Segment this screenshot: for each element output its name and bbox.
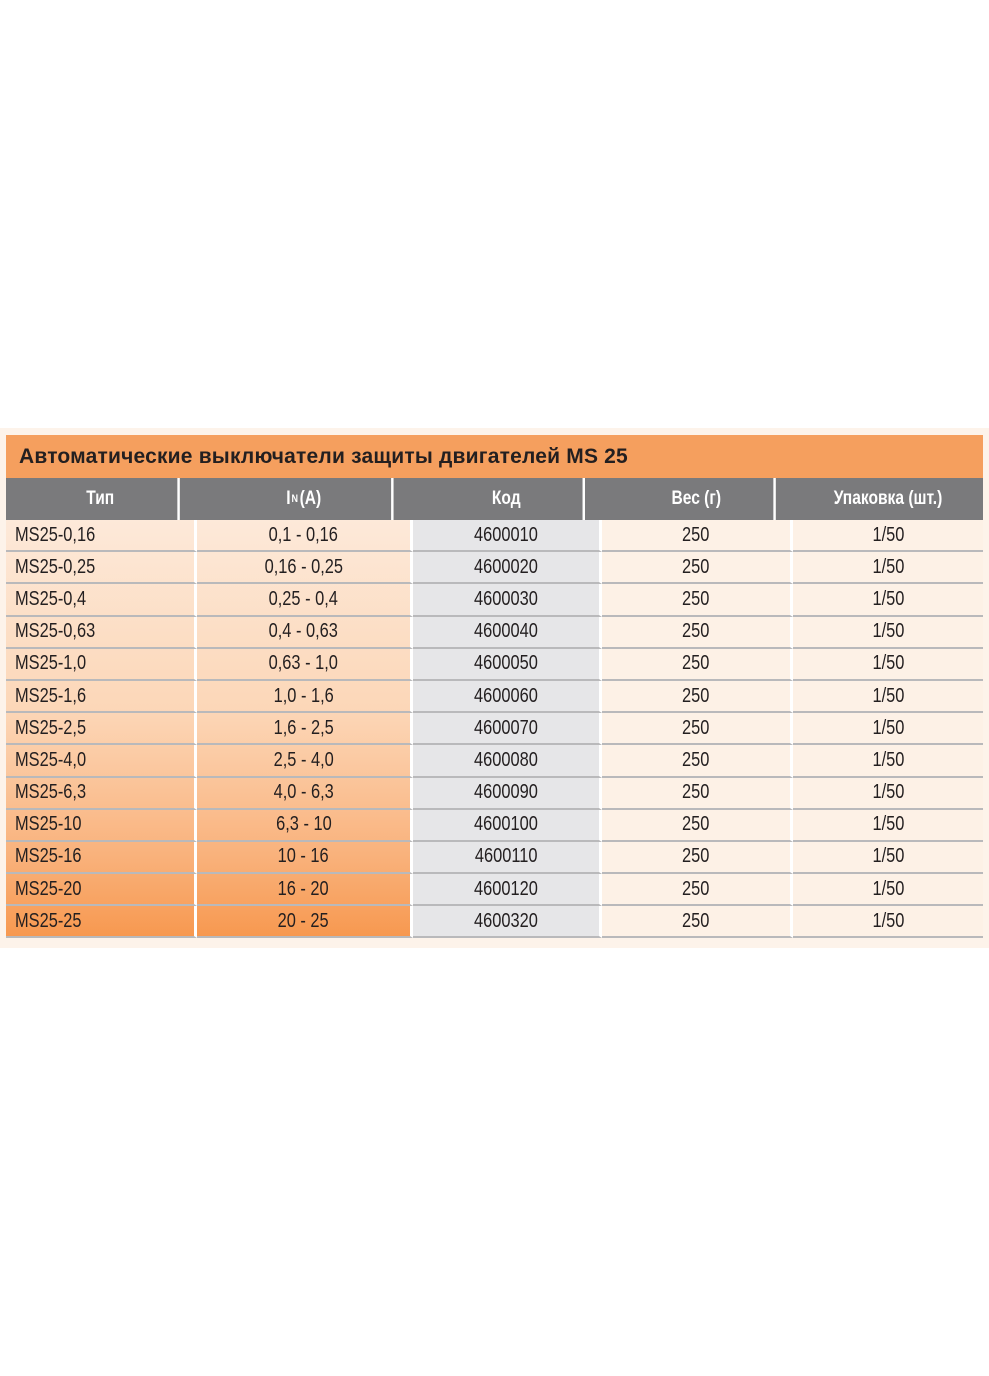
cell-current-range-text: 4,0 - 6,3 xyxy=(273,781,334,804)
table-row xyxy=(6,713,983,745)
cell-current-range xyxy=(197,552,413,584)
table-row xyxy=(6,681,983,713)
cell-weight xyxy=(602,874,793,906)
cell-current-range xyxy=(197,649,413,681)
cell-code-text: 4600010 xyxy=(474,523,538,546)
cell-type-text: MS25-16 xyxy=(15,845,82,868)
cell-code xyxy=(413,584,602,616)
table-body xyxy=(6,520,983,938)
cell-type xyxy=(6,649,197,681)
cell-type-text: MS25-25 xyxy=(15,909,82,932)
cell-weight xyxy=(602,778,793,810)
cell-weight-text: 250 xyxy=(682,652,710,675)
cell-package xyxy=(793,842,983,874)
cell-weight xyxy=(602,713,793,745)
cell-current-range-text: 1,6 - 2,5 xyxy=(273,716,334,739)
cell-type xyxy=(6,906,197,938)
cell-weight-text: 250 xyxy=(682,845,710,868)
cell-package xyxy=(793,745,983,777)
cell-type-text: MS25-0,16 xyxy=(15,523,96,546)
cell-weight xyxy=(602,745,793,777)
cell-type xyxy=(6,778,197,810)
header-current: I N (A) xyxy=(216,478,393,520)
cell-current-range-text: 0,25 - 0,4 xyxy=(268,587,339,610)
cell-current-range xyxy=(197,745,413,777)
cell-package xyxy=(793,874,983,906)
cell-current-range xyxy=(197,520,413,552)
cell-current-range xyxy=(197,681,413,713)
table-row xyxy=(6,552,983,584)
cell-type xyxy=(6,681,197,713)
cell-code xyxy=(413,906,602,938)
table-row xyxy=(6,810,983,842)
table-row xyxy=(6,874,983,906)
cell-code-text: 4600020 xyxy=(474,555,538,578)
cell-current-range xyxy=(197,778,413,810)
cell-code xyxy=(413,713,602,745)
cell-type-text: MS25-1,6 xyxy=(15,684,87,707)
header-weight: Вес (г) xyxy=(619,478,776,520)
cell-code xyxy=(413,520,602,552)
cell-weight-text: 250 xyxy=(682,684,710,707)
cell-package-text: 1/50 xyxy=(872,523,904,546)
cell-type xyxy=(6,713,197,745)
cell-code xyxy=(413,552,602,584)
cell-weight xyxy=(602,906,793,938)
cell-code xyxy=(413,842,602,874)
cell-code xyxy=(413,649,602,681)
cell-weight xyxy=(602,810,793,842)
cell-package xyxy=(793,520,983,552)
cell-code xyxy=(413,617,602,649)
cell-package-text: 1/50 xyxy=(872,716,904,739)
header-type: Тип xyxy=(23,478,180,520)
cell-current-range xyxy=(197,584,413,616)
cell-code-text: 4600120 xyxy=(474,877,538,900)
table-row xyxy=(6,649,983,681)
cell-type-text: MS25-0,63 xyxy=(15,620,96,643)
table-row xyxy=(6,617,983,649)
cell-package xyxy=(793,713,983,745)
cell-current-range-text: 0,4 - 0,63 xyxy=(268,620,339,643)
cell-weight-text: 250 xyxy=(682,813,710,836)
cell-package-text: 1/50 xyxy=(872,909,904,932)
cell-code-text: 4600100 xyxy=(474,813,538,836)
cell-code xyxy=(413,745,602,777)
cell-package-text: 1/50 xyxy=(872,652,904,675)
cell-weight xyxy=(602,552,793,584)
cell-current-range-text: 1,0 - 1,6 xyxy=(273,684,334,707)
cell-type xyxy=(6,874,197,906)
cell-code-text: 4600110 xyxy=(474,845,538,868)
cell-current-range-text: 16 - 20 xyxy=(277,877,330,900)
cell-code-text: 4600080 xyxy=(474,748,538,771)
cell-weight-text: 250 xyxy=(682,620,710,643)
cell-package xyxy=(793,681,983,713)
table-header-row xyxy=(6,478,983,520)
header-package: Упаковка (шт.) xyxy=(833,488,943,509)
cell-type-text: MS25-2,5 xyxy=(15,716,87,739)
table-title: Автоматические выключатели защиты двигателей MS 25 xyxy=(6,435,983,478)
table-row xyxy=(6,842,983,874)
cell-weight xyxy=(602,520,793,552)
cell-type-text: MS25-4,0 xyxy=(15,748,87,771)
cell-type xyxy=(6,584,197,616)
cell-code-text: 4600060 xyxy=(474,684,538,707)
cell-package-text: 1/50 xyxy=(872,555,904,578)
cell-package xyxy=(793,584,983,616)
cell-type-text: MS25-0,25 xyxy=(15,555,96,578)
cell-type-text: MS25-1,0 xyxy=(15,652,87,675)
cell-package-text: 1/50 xyxy=(872,748,904,771)
cell-weight-text: 250 xyxy=(682,523,710,546)
cell-weight-text: 250 xyxy=(682,748,710,771)
cell-code xyxy=(413,681,602,713)
cell-code-text: 4600040 xyxy=(474,620,538,643)
cell-current-range xyxy=(197,713,413,745)
table-row xyxy=(6,584,983,616)
cell-current-range xyxy=(197,906,413,938)
cell-code-text: 4600090 xyxy=(474,781,538,804)
cell-package-text: 1/50 xyxy=(872,781,904,804)
cell-code xyxy=(413,874,602,906)
cell-current-range xyxy=(197,874,413,906)
cell-type-text: MS25-6,3 xyxy=(15,781,87,804)
cell-package xyxy=(793,906,983,938)
cell-code xyxy=(413,810,602,842)
cell-weight-text: 250 xyxy=(682,555,710,578)
cell-package-text: 1/50 xyxy=(872,587,904,610)
cell-type xyxy=(6,617,197,649)
cell-current-range-text: 6,3 - 10 xyxy=(275,813,332,836)
table-row xyxy=(6,778,983,810)
cell-package xyxy=(793,617,983,649)
cell-type xyxy=(6,842,197,874)
cell-package xyxy=(793,649,983,681)
cell-type-text: MS25-10 xyxy=(15,813,82,836)
table-row xyxy=(6,520,983,552)
cell-current-range xyxy=(197,842,413,874)
cell-package xyxy=(793,552,983,584)
cell-weight-text: 250 xyxy=(682,877,710,900)
cell-package xyxy=(793,810,983,842)
cell-weight xyxy=(602,681,793,713)
cell-package-text: 1/50 xyxy=(872,684,904,707)
cell-package-text: 1/50 xyxy=(872,877,904,900)
cell-type xyxy=(6,520,197,552)
header-code: Код xyxy=(430,478,585,520)
cell-current-range-text: 10 - 16 xyxy=(277,845,330,868)
cell-current-range-text: 0,16 - 0,25 xyxy=(264,555,343,578)
cell-current-range-text: 2,5 - 4,0 xyxy=(273,748,334,771)
cell-weight xyxy=(602,617,793,649)
cell-weight xyxy=(602,842,793,874)
cell-current-range xyxy=(197,617,413,649)
cell-weight xyxy=(602,584,793,616)
cell-current-range xyxy=(197,810,413,842)
table-row xyxy=(6,906,983,938)
cell-weight xyxy=(602,649,793,681)
cell-package-text: 1/50 xyxy=(872,813,904,836)
cell-code-text: 4600050 xyxy=(474,652,538,675)
cell-type xyxy=(6,745,197,777)
product-table xyxy=(6,435,983,938)
cell-type xyxy=(6,552,197,584)
cell-code-text: 4600070 xyxy=(474,716,538,739)
cell-current-range-text: 0,63 - 1,0 xyxy=(268,652,339,675)
cell-code-text: 4600320 xyxy=(474,909,538,932)
cell-weight-text: 250 xyxy=(682,587,710,610)
cell-code xyxy=(413,778,602,810)
cell-weight-text: 250 xyxy=(682,909,710,932)
cell-type-text: MS25-20 xyxy=(15,877,82,900)
cell-package xyxy=(793,778,983,810)
cell-weight-text: 250 xyxy=(682,716,710,739)
cell-code-text: 4600030 xyxy=(474,587,538,610)
cell-type xyxy=(6,810,197,842)
table-row xyxy=(6,745,983,777)
cell-weight-text: 250 xyxy=(682,781,710,804)
cell-package-text: 1/50 xyxy=(872,845,904,868)
cell-package-text: 1/50 xyxy=(872,620,904,643)
cell-type-text: MS25-0,4 xyxy=(15,587,87,610)
cell-current-range-text: 0,1 - 0,16 xyxy=(268,523,339,546)
cell-current-range-text: 20 - 25 xyxy=(277,909,330,932)
